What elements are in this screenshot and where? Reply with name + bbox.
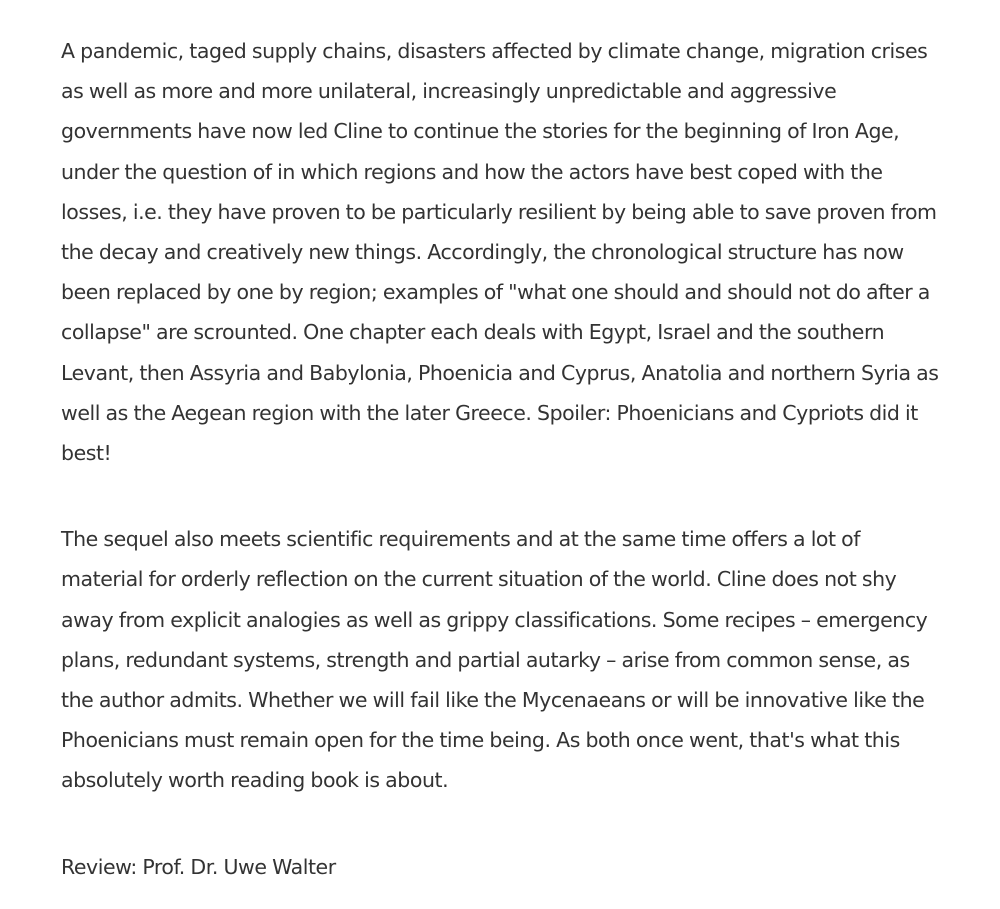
review-paragraph-2: The sequel also meets scientific requirements and at the same time offers a lot of material for orderly reflection on the current situation of the world. Cline does not shy away from explicit analogies as well as grippy classifications. Some recipes – emergency plans, redundant systems, strength and partial autarky – arise from common sense, as the author admits. Whether we will fail like the Mycenaeans or will be innovative like the Phoenicians must remain open for the time being. As both once went, that's what this absolutely worth reading book is about. [61, 527, 928, 793]
review-credit: Review: Prof. Dr. Uwe Walter [61, 854, 336, 879]
review-article [61, 31, 941, 887]
review-paragraph-1: A pandemic, taged supply chains, disasters affected by climate change, migration crises as well as more and more unilateral, increasingly unpredictable and aggressive governments have now led Cline to continue the stories for the beginning of Iron Age, under the question of in which regions and how the actors have best coped with the losses, i.e. they have proven to be particularly resilient by being able to save proven from the decay and creatively new things. Accordingly, the chronological structure has now been replaced by one by region; examples of "what one should and should not do after a collapse" are scrounted. One chapter each deals with Egypt, Israel and the southern Levant, then Assyria and Babylonia, Phoenicia and Cyprus, Anatolia and northern Syria as well as the Aegean region with the later Greece. Spoiler: Phoenicians and Cypriots did it best! [61, 39, 939, 466]
